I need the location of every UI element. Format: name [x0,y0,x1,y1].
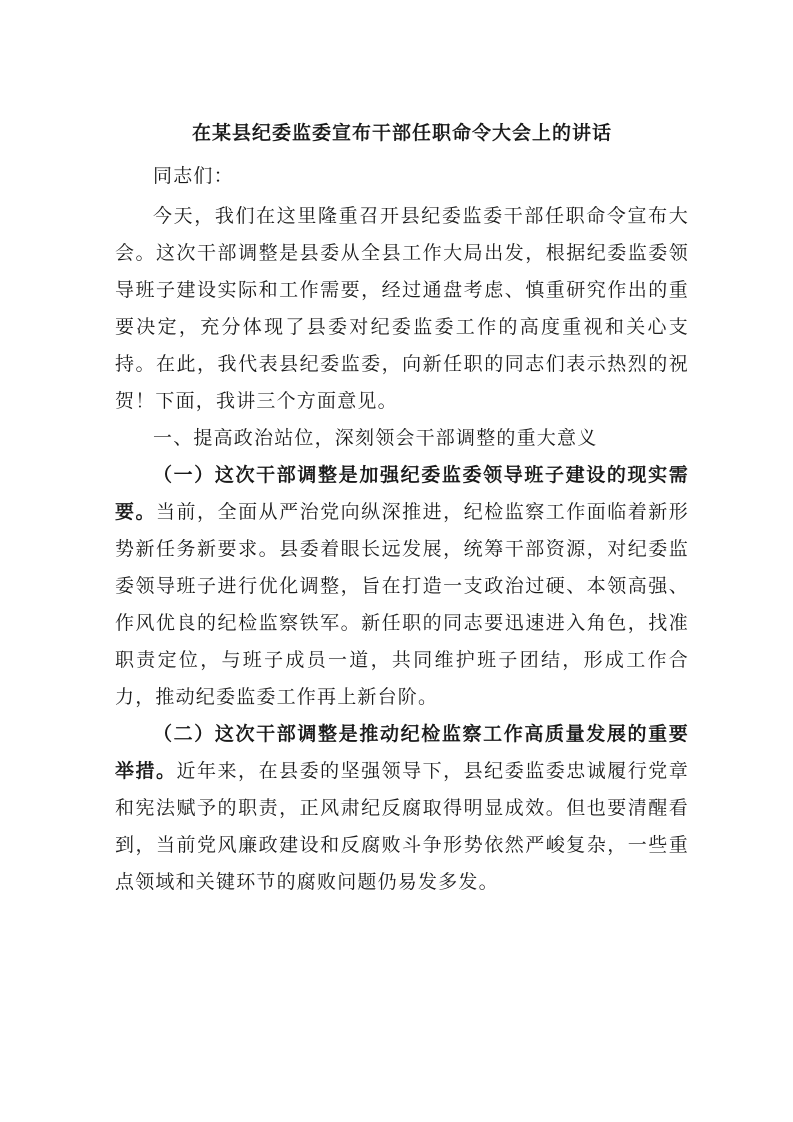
subsection-1-paragraph [115,457,689,716]
salutation: 同志们： [153,165,234,187]
subsection-1-body: 当前，全面从严治党向纵深推进，纪检监察工作面临着新形势新任务新要求。县委着眼长远发展，统筹干部资源，对纪委监委领导班子进行优化调整，旨在打造一支政治过硬、本领高强、作风优良的纪检监察铁军。新任职的同志要迅速进入角色，找准职责定位，与班子成员一道，共同维护班子团结，形成工作合力，推动纪委监委工作再上新台阶。 [115,501,690,708]
document-title: 在某县纪委监委宣布干部任职命令大会上的讲话 [191,122,612,144]
subsection-2-paragraph [115,716,689,901]
section-1-heading: 一、提高政治站位，深刻领会干部调整的重大意义 [153,427,598,449]
subsection-2-lead: （二）这次干部调整是推动纪检监察工作高质量发展的重要举措。 [115,723,689,782]
document-page [115,118,689,901]
intro-paragraph: 今天，我们在这里隆重召开县纪委监委干部任职命令宣布大会。这次干部调整是县委从全县工作大局出发，根据纪委监委领导班子建设实际和工作需要，经过通盘考虑、慎重研究作出的重要决定，充分体现了县委对纪委监委工作的高度重视和关心支持。在此，我代表县纪委监委，向新任职的同志们表示热烈的祝贺！下面，我讲三个方面意见。 [115,205,689,412]
subsection-2-body: 近年来，在县委的坚强领导下，县纪委监委忠诚履行党章和宪法赋予的职责，正风肃纪反腐取得明显成效。但也要清醒看到，当前党风廉政建设和反腐败斗争形势依然严峻复杂，一些重点领域和关键环节的腐败问题仍易发多发。 [115,760,689,893]
subsection-1-lead: （一）这次干部调整是加强纪委监委领导班子建设的现实需要。 [115,464,689,523]
